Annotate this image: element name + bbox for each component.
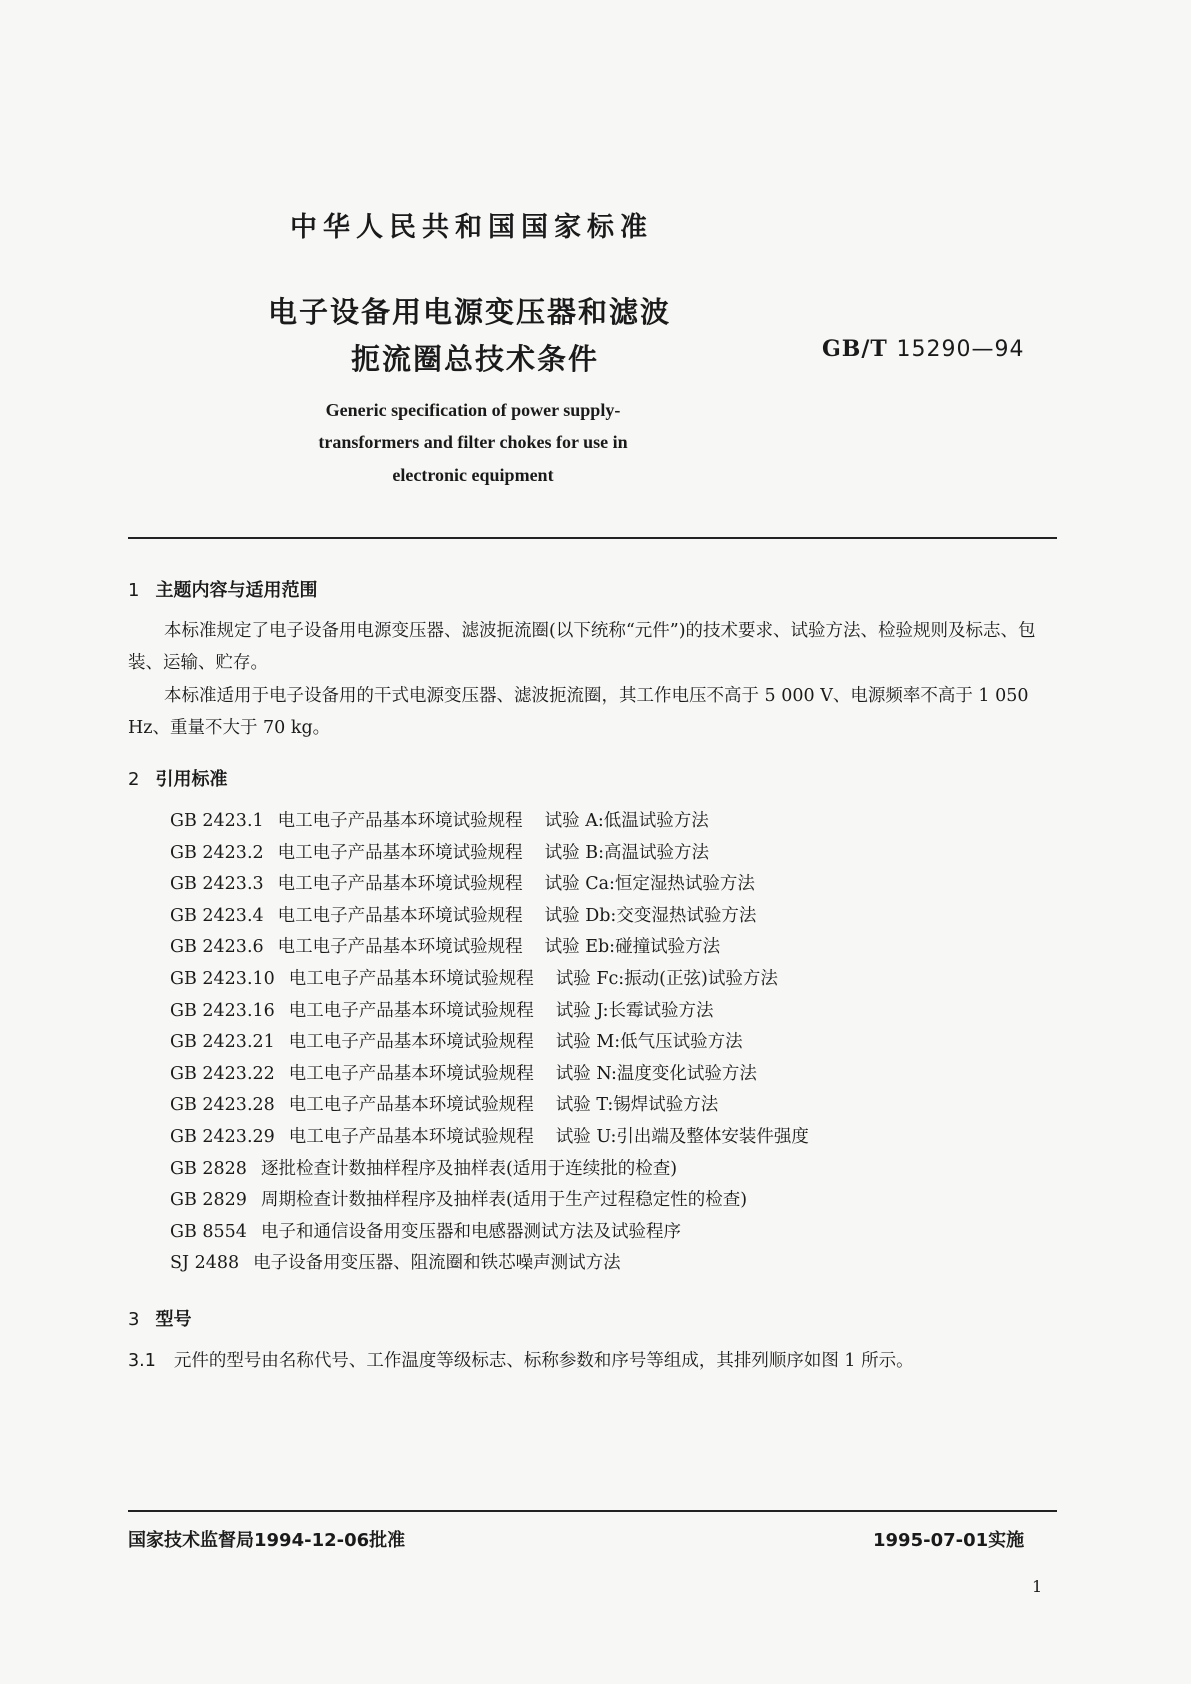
reference-item [170, 1122, 809, 1154]
reference-code: GB 2423.29 [170, 1126, 275, 1147]
reference-code: GB 8554 [170, 1221, 247, 1242]
reference-item [170, 996, 809, 1028]
implementation-date: 1995-07-01实施 [873, 1530, 1025, 1551]
reference-code: GB 2423.21 [170, 1032, 275, 1053]
reference-test: 试验 U:引出端及整体安装件强度 [555, 1126, 809, 1147]
bottom-rule [128, 1510, 1057, 1512]
reference-test: 试验 M:低气压试验方法 [555, 1032, 743, 1053]
reference-code: GB 2423.28 [170, 1095, 275, 1116]
reference-test: 试验 Ca:恒定湿热试验方法 [544, 874, 755, 895]
clause-3-1 [128, 1345, 1058, 1377]
reference-title: 电工电子产品基本环境试验规程 [277, 811, 523, 831]
reference-title: 电子设备用变压器、阻流圈和铁芯噪声测试方法 [253, 1253, 621, 1274]
reference-title: 电工电子产品基本环境试验规程 [288, 1032, 534, 1053]
reference-code: GB 2423.6 [170, 937, 264, 958]
reference-item [170, 1217, 809, 1249]
reference-title: 电工电子产品基本环境试验规程 [277, 842, 523, 863]
reference-code: SJ 2488 [170, 1253, 240, 1274]
page-number: 1 [1032, 1577, 1043, 1596]
national-standard-heading: 中华人民共和国国家标准 [290, 212, 653, 243]
title-en-line3: electronic equipment [392, 465, 554, 485]
reference-code: GB 2423.16 [170, 1000, 275, 1021]
title-en-line1: Generic specification of power supply- [325, 400, 621, 420]
reference-item [170, 901, 809, 933]
reference-title: 电工电子产品基本环境试验规程 [277, 937, 523, 958]
standard-number [822, 336, 1024, 362]
reference-title: 电工电子产品基本环境试验规程 [277, 905, 523, 926]
reference-code: GB 2423.3 [170, 874, 264, 895]
reference-code: GB 2423.4 [170, 905, 264, 926]
reference-title: 电工电子产品基本环境试验规程 [288, 1000, 534, 1021]
reference-code: GB 2423.10 [170, 968, 275, 989]
reference-item [170, 1090, 809, 1122]
section-1-heading [128, 576, 317, 602]
reference-item [170, 1185, 809, 1217]
clause-3-1-text: 元件的型号由名称代号、工作温度等级标志、标称参数和序号等组成，其排列顺序如图 1 所示。 [173, 1351, 914, 1371]
reference-title: 电工电子产品基本环境试验规程 [288, 968, 534, 989]
section-2-number: 2 [128, 769, 140, 790]
reference-title: 电工电子产品基本环境试验规程 [288, 1095, 534, 1116]
reference-item [170, 1248, 809, 1280]
section-1-paragraph-1-text: 本标准规定了电子设备用电源变压器、滤波扼流圈(以下统称“元件”)的技术要求、试验方法、检验规则及标志、包装、运输、贮存。 [128, 621, 1036, 673]
reference-test: 试验 Db:交变湿热试验方法 [544, 905, 757, 926]
reference-test: 试验 J:长霉试验方法 [555, 1000, 714, 1021]
title-cn-line1: 电子设备用电源变压器和滤波 [268, 295, 672, 329]
section-1-paragraph-1 [128, 615, 1058, 679]
reference-test: 试验 A:低温试验方法 [544, 811, 709, 831]
reference-code: GB 2423.2 [170, 842, 264, 863]
section-2-heading [128, 765, 227, 791]
reference-title: 周期检查计数抽样程序及抽样表(适用于生产过程稳定性的检查) [260, 1190, 748, 1211]
reference-title: 电工电子产品基本环境试验规程 [288, 1063, 534, 1084]
section-3-heading [128, 1305, 191, 1331]
section-1-title: 主题内容与适用范围 [155, 580, 318, 601]
reference-item [170, 1059, 809, 1091]
reference-title: 电子和通信设备用变压器和电感器测试方法及试验程序 [260, 1221, 681, 1242]
section-2-title: 引用标准 [155, 769, 228, 790]
section-1-paragraph-2-text: 本标准适用于电子设备用的干式电源变压器、滤波扼流圈，其工作电压不高于 5 000 V、电源频率不高于 1 050 Hz、重量不大于 70 kg。 [128, 686, 1029, 738]
reference-test: 试验 N:温度变化试验方法 [555, 1063, 757, 1084]
standard-number-value: 15290—94 [896, 337, 1025, 362]
reference-item [170, 806, 809, 838]
reference-item [170, 1154, 809, 1186]
reference-test: 试验 Eb:碰撞试验方法 [544, 937, 721, 958]
approval-date: 国家技术监督局1994-12-06批准 [128, 1530, 406, 1551]
reference-item [170, 869, 809, 901]
reference-code: GB 2828 [170, 1158, 247, 1179]
title-cn-line2: 扼流圈总技术条件 [351, 342, 600, 376]
reference-code: GB 2423.1 [170, 811, 264, 831]
reference-title: 逐批检查计数抽样程序及抽样表(适用于连续批的检查) [260, 1158, 678, 1179]
reference-test: 试验 Fc:振动(正弦)试验方法 [555, 968, 778, 989]
reference-list [170, 806, 809, 1280]
reference-title: 电工电子产品基本环境试验规程 [277, 874, 523, 895]
section-3-title: 型号 [155, 1309, 192, 1330]
standard-number-prefix: GB/T [822, 336, 888, 362]
reference-item [170, 1027, 809, 1059]
reference-test: 试验 B:高温试验方法 [544, 842, 709, 863]
reference-item [170, 838, 809, 870]
reference-item [170, 964, 809, 996]
section-1-number: 1 [128, 580, 140, 601]
clause-3-1-number: 3.1 [128, 1351, 156, 1371]
reference-code: GB 2423.22 [170, 1063, 275, 1084]
reference-item [170, 932, 809, 964]
section-1-paragraph-2 [128, 680, 1058, 744]
section-3-number: 3 [128, 1309, 140, 1330]
reference-code: GB 2829 [170, 1190, 247, 1211]
title-en-line2: transformers and filter chokes for use in [318, 432, 628, 452]
top-rule [128, 537, 1057, 539]
reference-title: 电工电子产品基本环境试验规程 [288, 1126, 534, 1147]
reference-test: 试验 T:锡焊试验方法 [555, 1095, 719, 1116]
